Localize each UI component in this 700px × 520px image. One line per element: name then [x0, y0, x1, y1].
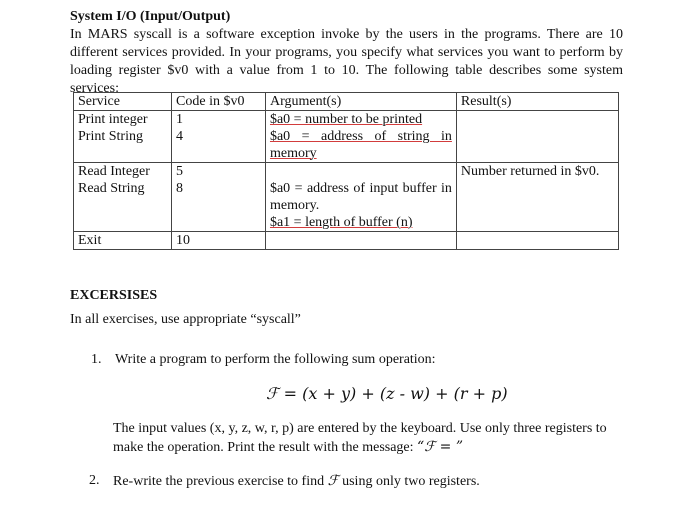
intro-paragraph: In MARS syscall is a software exception invoke by the users in the programs. There are 10 different services provided. In your programs, you specify what services you want to perform by loading register $v0 with a value from 1 to 10. The following table describes some system services: [70, 27, 623, 96]
cell-service: Print integer [74, 111, 172, 129]
cell-argument [265, 163, 456, 181]
argument-text: $a0 = number to be printed [269, 112, 423, 127]
table-row [74, 111, 619, 129]
argument-text: $a0 = address of string in memory [269, 129, 452, 161]
exercise-number: 2. [89, 473, 100, 488]
argument-text: $a1 = length of buffer (n) [269, 215, 413, 230]
cell-result [456, 128, 618, 163]
cell-service: Exit [74, 232, 172, 250]
cell-argument [265, 180, 456, 232]
cell-code: 10 [172, 232, 266, 250]
exercise-number: 1. [91, 352, 102, 367]
cell-code: 1 [172, 111, 266, 129]
exercise-text-part: Re-write the previous exercise to find [113, 474, 328, 489]
table-row [74, 232, 619, 250]
cell-argument [265, 111, 456, 129]
cell-code: 8 [172, 180, 266, 232]
cell-service: Read Integer [74, 163, 172, 181]
cell-result [456, 180, 618, 232]
header-results: Result(s) [456, 93, 618, 111]
section-title: System I/O (Input/Output) [70, 9, 231, 24]
header-arguments: Argument(s) [265, 93, 456, 111]
cell-result [456, 111, 618, 129]
table-row [74, 180, 619, 232]
cell-service: Print String [74, 128, 172, 163]
header-service: Service [74, 93, 172, 111]
argument-line [270, 214, 452, 231]
cell-result: Number returned in $v0. [456, 163, 618, 181]
cell-code: 5 [172, 163, 266, 181]
cell-argument [265, 232, 456, 250]
formula-symbol: ℱ [327, 473, 339, 489]
syscall-table [73, 92, 619, 250]
cell-result [456, 232, 618, 250]
cell-service: Read String [74, 180, 172, 232]
table-header-row [74, 93, 619, 111]
table-row [74, 128, 619, 163]
exercises-heading: EXCERSISES [70, 288, 158, 303]
cell-code: 4 [172, 128, 266, 163]
table-row [74, 163, 619, 181]
cell-argument [265, 128, 456, 163]
exercise-text [113, 473, 480, 490]
exercise-text: Write a program to perform the following sum operation: [115, 352, 436, 367]
exercise-detail [113, 420, 623, 457]
exercise-text-part: using only two registers. [338, 474, 480, 489]
argument-line: $a0 = address of input buffer in memory. [269, 181, 452, 213]
formula: ℱ = (x + y) + (z - w) + (r + p) [266, 384, 508, 403]
header-code: Code in $v0 [172, 93, 266, 111]
exercise-detail-text: The input values (x, y, z, w, r, p) are entered by the keyboard. Use only three registers to make the operation. Print the result with the message: [113, 421, 607, 455]
output-message: “ℱ = ” [417, 439, 463, 455]
exercises-intro: In all exercises, use appropriate “syscall” [70, 312, 301, 327]
